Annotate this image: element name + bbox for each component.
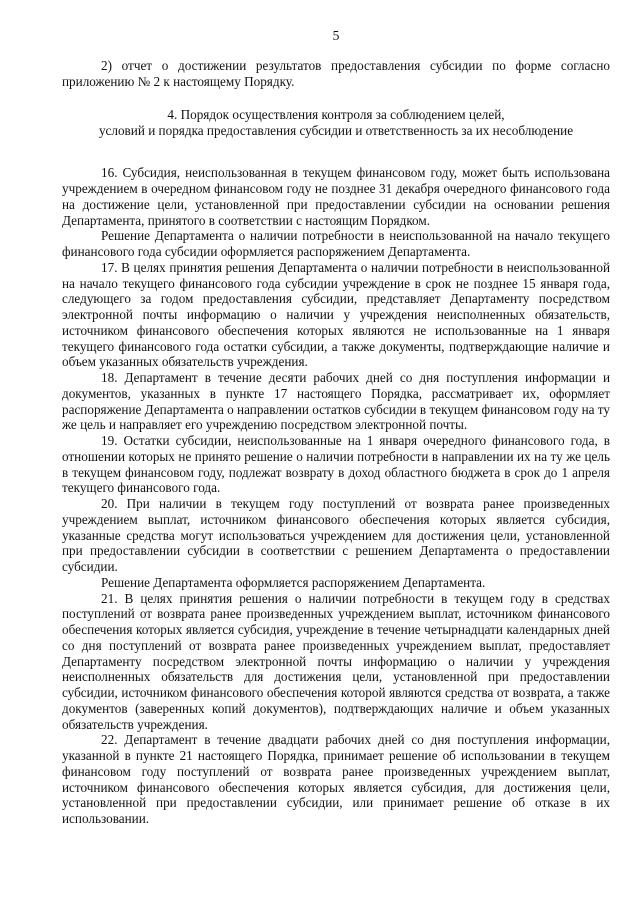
page-number: 5 bbox=[332, 28, 340, 43]
paragraph-20-decision: Решение Департамента оформляется распоряжением Департамента. bbox=[101, 574, 486, 590]
paragraph-21: 21. В целях принятия решения о наличии потребности в текущем году в средствах поступлений от возврата ранее произведенных учреждением выплат, источником финансового обеспечения которых является субсидия, учреждение в течение четырнадцати календарных дней со дня поступлений от возврата ранее произведенных учреждением выплат, предоставляет Департаменту посредством электронной почты информацию о наличии у учреждения неисполненных обязательств для достижения цели, установленной при предоставлении субсидии, источником финансового обеспечения которой являются средства от возврата, а также документов (заверенных копий документов), подтверждающих наличие и объем указанных обязательств учреждения. bbox=[62, 590, 610, 732]
paragraph-18: 18. Департамент в течение десяти рабочих дней со дня поступления информации и документов, указанных в пункте 17 настоящего Порядка, рассматривает их, оформляет распоряжение Департамента о направлении остатков субсидии в текущем финансовом году на ту же цель и направляет его учреждению посредством электронной почты. bbox=[62, 370, 610, 433]
section-heading bbox=[62, 107, 610, 138]
section-heading-line-2: условий и порядка предоставления субсидии и ответственность за их несоблюдение bbox=[98, 122, 574, 138]
section-heading-line-1: 4. Порядок осуществления контроля за соблюдением целей, bbox=[167, 107, 505, 123]
document-page bbox=[62, 28, 610, 827]
paragraph-20: 20. При наличии в текущем году поступлений от возврата ранее произведенных учреждением выплат, источником финансового обеспечения которых является субсидия, указанные средства могут использоваться учреждением для достижения цели, установленной при предоставлении субсидии в соответствии с решением Департамента о предоставлении субсидии. bbox=[62, 496, 610, 574]
paragraph-16: 16. Субсидия, неиспользованная в текущем финансовом году, может быть использована учреждением в очередном финансовом году не позднее 31 декабря очередного финансового года на достижение цели, установленной при предоставлении субсидии на основании решения Департамента, принятого в соответствии с настоящим Порядком. bbox=[62, 165, 610, 228]
paragraph-22: 22. Департамент в течение двадцати рабочих дней со дня поступления информации, указанной в пункте 21 настоящего Порядка, принимает решение об использовании в текущем финансовом году поступлений от возврата ранее произведенных учреждением выплат, источником финансового обеспечения которых является субсидия, для достижения цели, установленной при предоставлении субсидии, или принимает решение об отказе в их использовании. bbox=[62, 732, 610, 826]
paragraph-17: 17. В целях принятия решения Департамента о наличии потребности в неиспользованной на начало текущего финансового года субсидии учреждение в срок не позднее 15 января года, следующего за годом предоставления субсидии, представляет Департаменту посредством электронной почты информацию о наличии у учреждения неисполненных обязательств, источником финансового обеспечения которых являются не использованные на 1 января текущего финансового года остатки субсидии, а также документы, подтверждающие наличие и объем указанных обязательств учреждения. bbox=[62, 259, 610, 370]
paragraph-16-decision: Решение Департамента о наличии потребности в неиспользованной на начало текущего финансового года субсидии оформляется распоряжением Департамента. bbox=[62, 228, 610, 259]
intro-paragraph: 2) отчет о достижении результатов предоставления субсидии по форме согласно приложению № 2 к настоящему Порядку. bbox=[62, 57, 610, 89]
paragraph-19: 19. Остатки субсидии, неиспользованные на 1 января очередного финансового года, в отношении которых не принято решение о наличии потребности в направлении их на ту же цель в текущем финансовом году, подлежат возврату в доход областного бюджета в срок до 1 апреля текущего финансового года. bbox=[62, 433, 610, 496]
